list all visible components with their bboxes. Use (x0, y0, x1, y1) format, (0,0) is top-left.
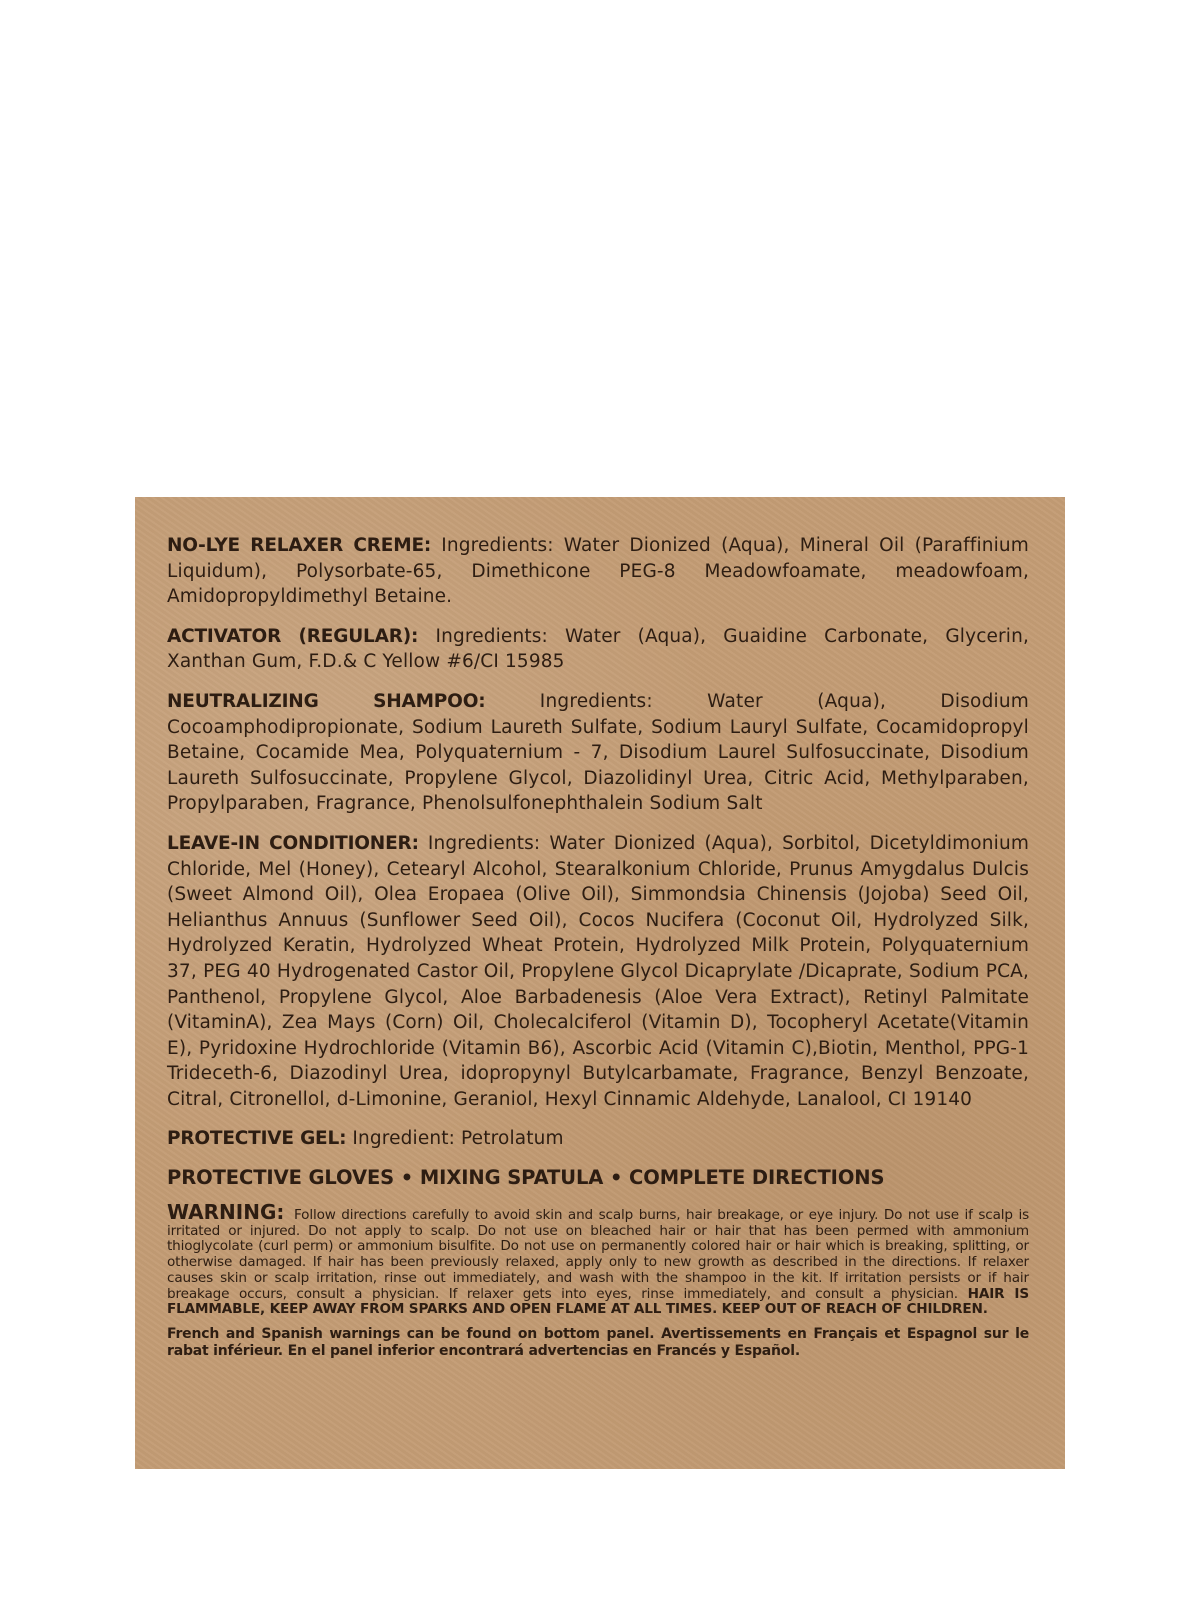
section-ingredients: Ingredients: Water (Aqua), Disodium Cocoamphodipropionate, Sodium Laureth Sulfate, Sodium Lauryl Sulfate, Cocamidopropyl Betaine, Cocamide Mea, Polyquaternium - 7, Disodium Laurel Sulfosuccinate, Disodium Laureth Sulfosuccinate, Propylene Glycol, Diazolidinyl Urea, Citric Acid, Methylparaben, Propylparaben, Fragrance, Phenolsulfonephthalein Sodium Salt (167, 690, 1029, 815)
warning-bold-text: HAIR IS FLAMMABLE, KEEP AWAY FROM SPARKS AND OPEN FLAME AT ALL TIMES. KEEP OUT OF REACH OF CHILDREN. (167, 1285, 1029, 1318)
section-heading: PROTECTIVE GEL: (167, 1128, 347, 1150)
section-heading: LEAVE-IN CONDITIONER: (167, 832, 419, 854)
protective-gel-section (167, 1126, 1029, 1152)
warning-block (167, 1200, 1030, 1318)
activator-section (167, 624, 1029, 675)
section-heading: NO-LYE RELAXER CREME: (167, 535, 432, 556)
language-note: French and Spanish warnings can be found on bottom panel. Avertissements en Français et Espagnol sur le rabat inférieur. En el panel inferior encontrará advertencias en Francés y Español. (167, 1325, 1029, 1359)
section-heading: ACTIVATOR (REGULAR): (167, 625, 419, 647)
kit-contents-line: PROTECTIVE GLOVES • MIXING SPATULA • COMPLETE DIRECTIONS (167, 1166, 885, 1190)
section-ingredients: Ingredients: Water Dionized (Aqua), Mineral Oil (Paraffinium Liquidum), Polysorbate-65, Dimethicone PEG-8 Meadowfoamate, meadowfoam, Amidopropyldimethyl Betaine. (167, 535, 1029, 608)
section-ingredients: Ingredients: Water Dionized (Aqua), Sorbitol, Dicetyldimonium Chloride, Mel (Honey), Cetearyl Alcohol, Stearalkonium Chloride, Prunus Amygdalus Dulcis (Sweet Almond Oil), Olea Eropaea (Olive Oil), Simmondsia Chinensis (Jojoba) Seed Oil, Helianthus Annuus (Sunflower Seed Oil), Cocos Nucifera (Coconut Oil, Hydrolyzed Silk, Hydrolyzed Keratin, Hydrolyzed Wheat Protein, Hydrolyzed Milk Protein, Polyquaternium 37, PEG 40 Hydrogenated Castor Oil, Propylene Glycol Dicaprylate /Dicaprate, Sodium PCA, Panthenol, Propylene Glycol, Aloe Barbadenesis (Aloe Vera Extract), Retinyl Palmitate (VitaminA), Zea Mays (Corn) Oil, Cholecalciferol (Vitamin D), Tocopheryl Acetate(Vitamin E), Pyridoxine Hydrochloride (Vitamin B6), Ascorbic Acid (Vitamin C),Biotin, Menthol, PPG-1 Trideceth-6, Diazodinyl Urea, idopropynyl Butylcarbamate, Fragrance, Benzyl Benzoate, Citral, Citronellol, d-Limonine, Geraniol, Hexyl Cinnamic Aldehyde, Lanalool, CI 19140 (167, 832, 1029, 1110)
relaxer-creme-section (167, 533, 1029, 610)
section-heading: NEUTRALIZING SHAMPOO: (167, 690, 486, 712)
neutralizing-shampoo-section (167, 689, 1029, 817)
section-ingredients: Ingredients: Water (Aqua), Guaidine Carbonate, Glycerin, Xanthan Gum, F.D.& C Yellow #6/CI 15985 (167, 625, 1029, 673)
section-ingredients: Ingredient: Petrolatum (352, 1128, 564, 1150)
leave-in-conditioner-section (167, 831, 1029, 1113)
warning-heading: WARNING: (167, 1200, 285, 1225)
ingredients-panel (135, 497, 1065, 1469)
warning-text: Follow directions carefully to avoid skin and scalp burns, hair breakage, or eye injury. Do not use if scalp is irritated or injured. Do not apply to scalp. Do not use on bleached hair or hair that has been permed with ammonium thioglycolate (curl perm) or ammonium bisulfite. Do not use on permanently colored hair or hair which is breaking, splitting, or otherwise damaged. If hair has been previously relaxed, apply only to new growth as described in the directions. If relaxer causes skin or scalp irritation, rinse out immediately, and wash with the shampoo in the kit. If irritation persists or if hair breakage occurs, consult a physician. If relaxer gets into eyes, rinse immediately, and consult a physician. (167, 1207, 1030, 1302)
